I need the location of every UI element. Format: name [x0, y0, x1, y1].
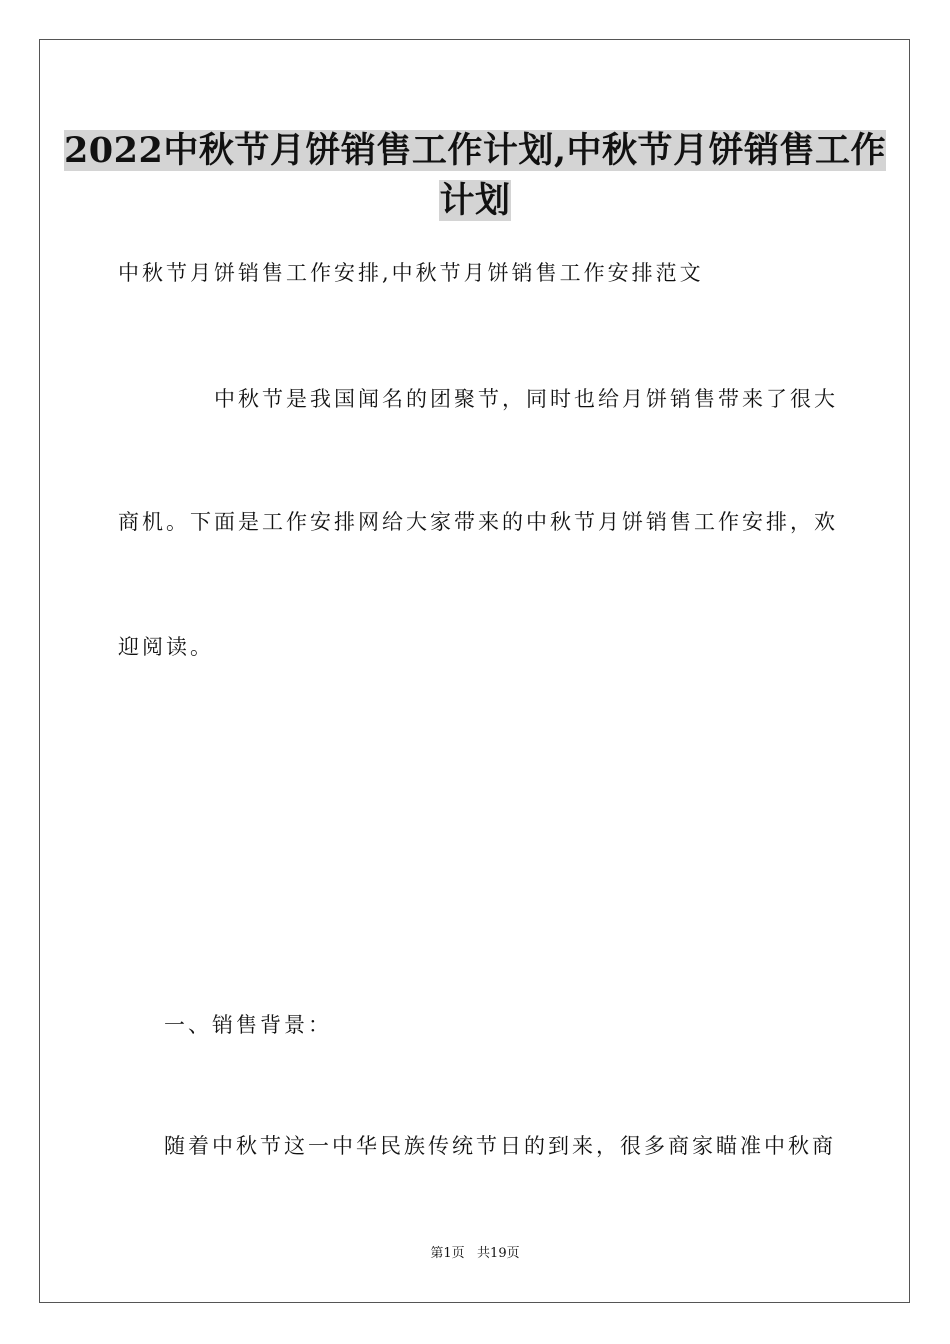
page-number-footer: 第1页 共19页	[430, 1246, 520, 1261]
intro-line-1: 中秋节是我国闻名的团聚节，同时也给月饼销售带来了很大	[214, 387, 838, 411]
document-title	[60, 126, 890, 226]
intro-line-2: 商机。下面是工作安排网给大家带来的中秋节月饼销售工作安排，欢	[118, 510, 838, 534]
page-border	[39, 39, 910, 1303]
section-heading: 一、销售背景：	[164, 1013, 332, 1037]
document-subtitle: 中秋节月饼销售工作安排,中秋节月饼销售工作安排范文	[118, 261, 704, 285]
intro-line-3: 迎阅读。	[118, 635, 214, 659]
document-title-text: 2022中秋节月饼销售工作计划,中秋节月饼销售工作计划	[63, 130, 887, 221]
section-line-1: 随着中秋节这一中华民族传统节日的到来，很多商家瞄准中秋商	[164, 1134, 836, 1158]
